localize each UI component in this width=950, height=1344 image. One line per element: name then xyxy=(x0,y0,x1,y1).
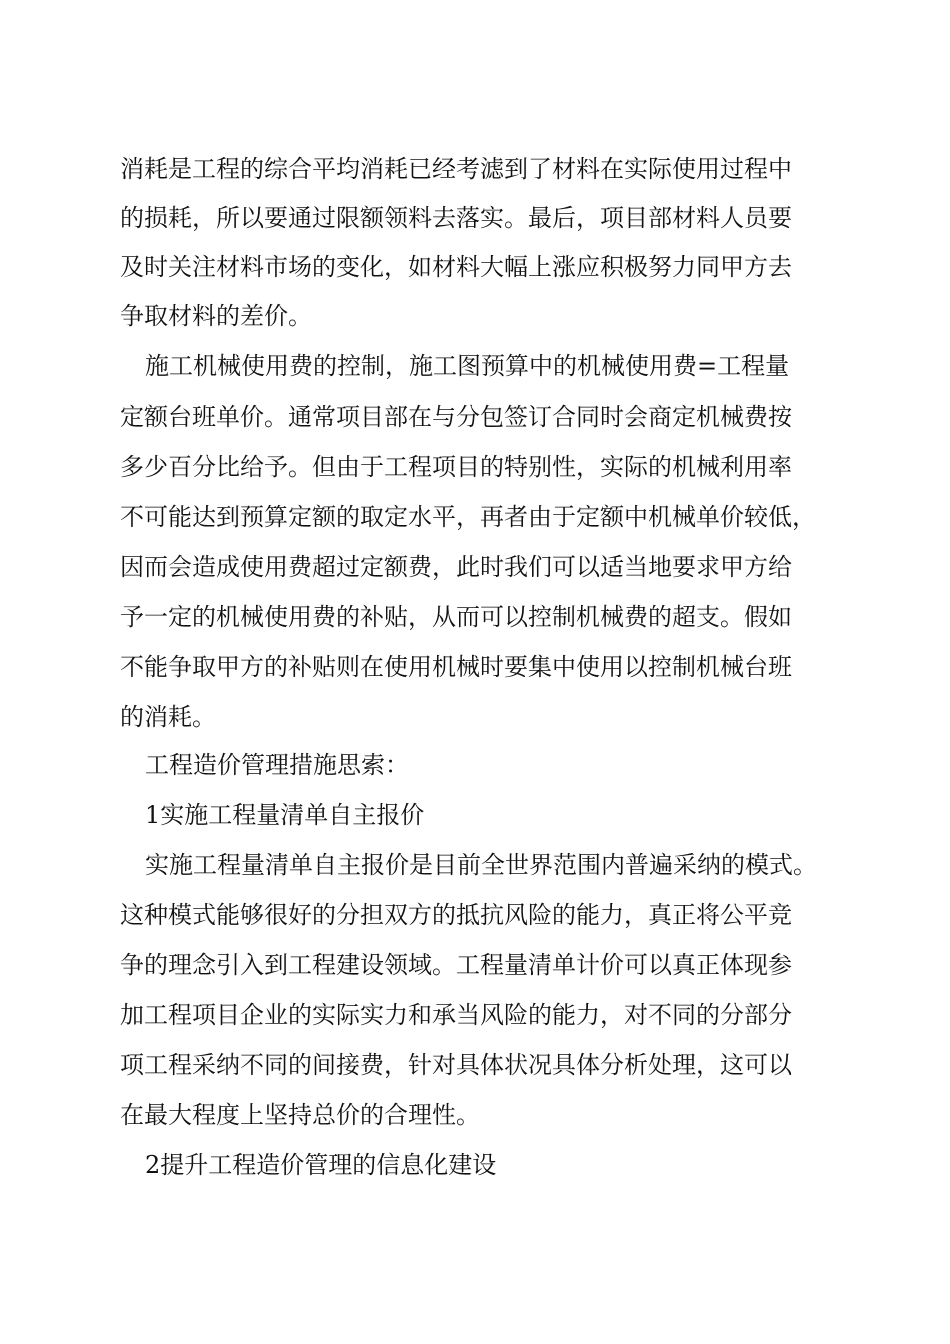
paragraph-line: 予一定的机械使用费的补贴，从而可以控制机械费的超支。假如 xyxy=(120,603,792,631)
paragraph-line: 不能争取甲方的补贴则在使用机械时要集中使用以控制机械台班 xyxy=(120,653,792,681)
paragraph-line: 争取材料的差价。 xyxy=(120,302,312,330)
paragraph-line: 定额台班单价。通常项目部在与分包签订合同时会商定机械费按 xyxy=(120,403,792,431)
paragraph-line: 的消耗。 xyxy=(120,703,216,731)
paragraph-line: 加工程项目企业的实际实力和承当风险的能力，对不同的分部分 xyxy=(120,1001,792,1029)
section-heading: 工程造价管理措施思索： xyxy=(145,751,409,779)
paragraph-line: 因而会造成使用费超过定额费，此时我们可以适当地要求甲方给 xyxy=(120,553,792,581)
paragraph-line: 多少百分比给予。但由于工程项目的特别性，实际的机械利用率 xyxy=(120,453,792,481)
section-heading: 1实施工程量清单自主报价 xyxy=(145,801,425,829)
paragraph-line: 项工程采纳不同的间接费，针对具体状况具体分析处理，这可以 xyxy=(120,1051,792,1079)
section-heading: 2提升工程造价管理的信息化建设 xyxy=(145,1151,497,1179)
paragraph-line: 这种模式能够很好的分担双方的抵抗风险的能力，真正将公平竞 xyxy=(120,901,792,929)
paragraph-line: 争的理念引入到工程建设领域。工程量清单计价可以真正体现参 xyxy=(120,951,792,979)
paragraph-line: 实施工程量清单自主报价是目前全世界范围内普遍采纳的模式。 xyxy=(145,851,817,879)
paragraph-line: 消耗是工程的综合平均消耗已经考滤到了材料在实际使用过程中 xyxy=(120,155,792,183)
paragraph-line: 施工机械使用费的控制，施工图预算中的机械使用费=工程量 xyxy=(145,352,790,380)
paragraph-line: 不可能达到预算定额的取定水平，再者由于定额中机械单价较低， xyxy=(120,503,816,531)
paragraph-line: 在最大程度上坚持总价的合理性。 xyxy=(120,1101,480,1129)
paragraph-line: 的损耗，所以要通过限额领料去落实。最后，项目部材料人员要 xyxy=(120,204,792,232)
paragraph-line: 及时关注材料市场的变化，如材料大幅上涨应积极努力同甲方去 xyxy=(120,253,792,281)
